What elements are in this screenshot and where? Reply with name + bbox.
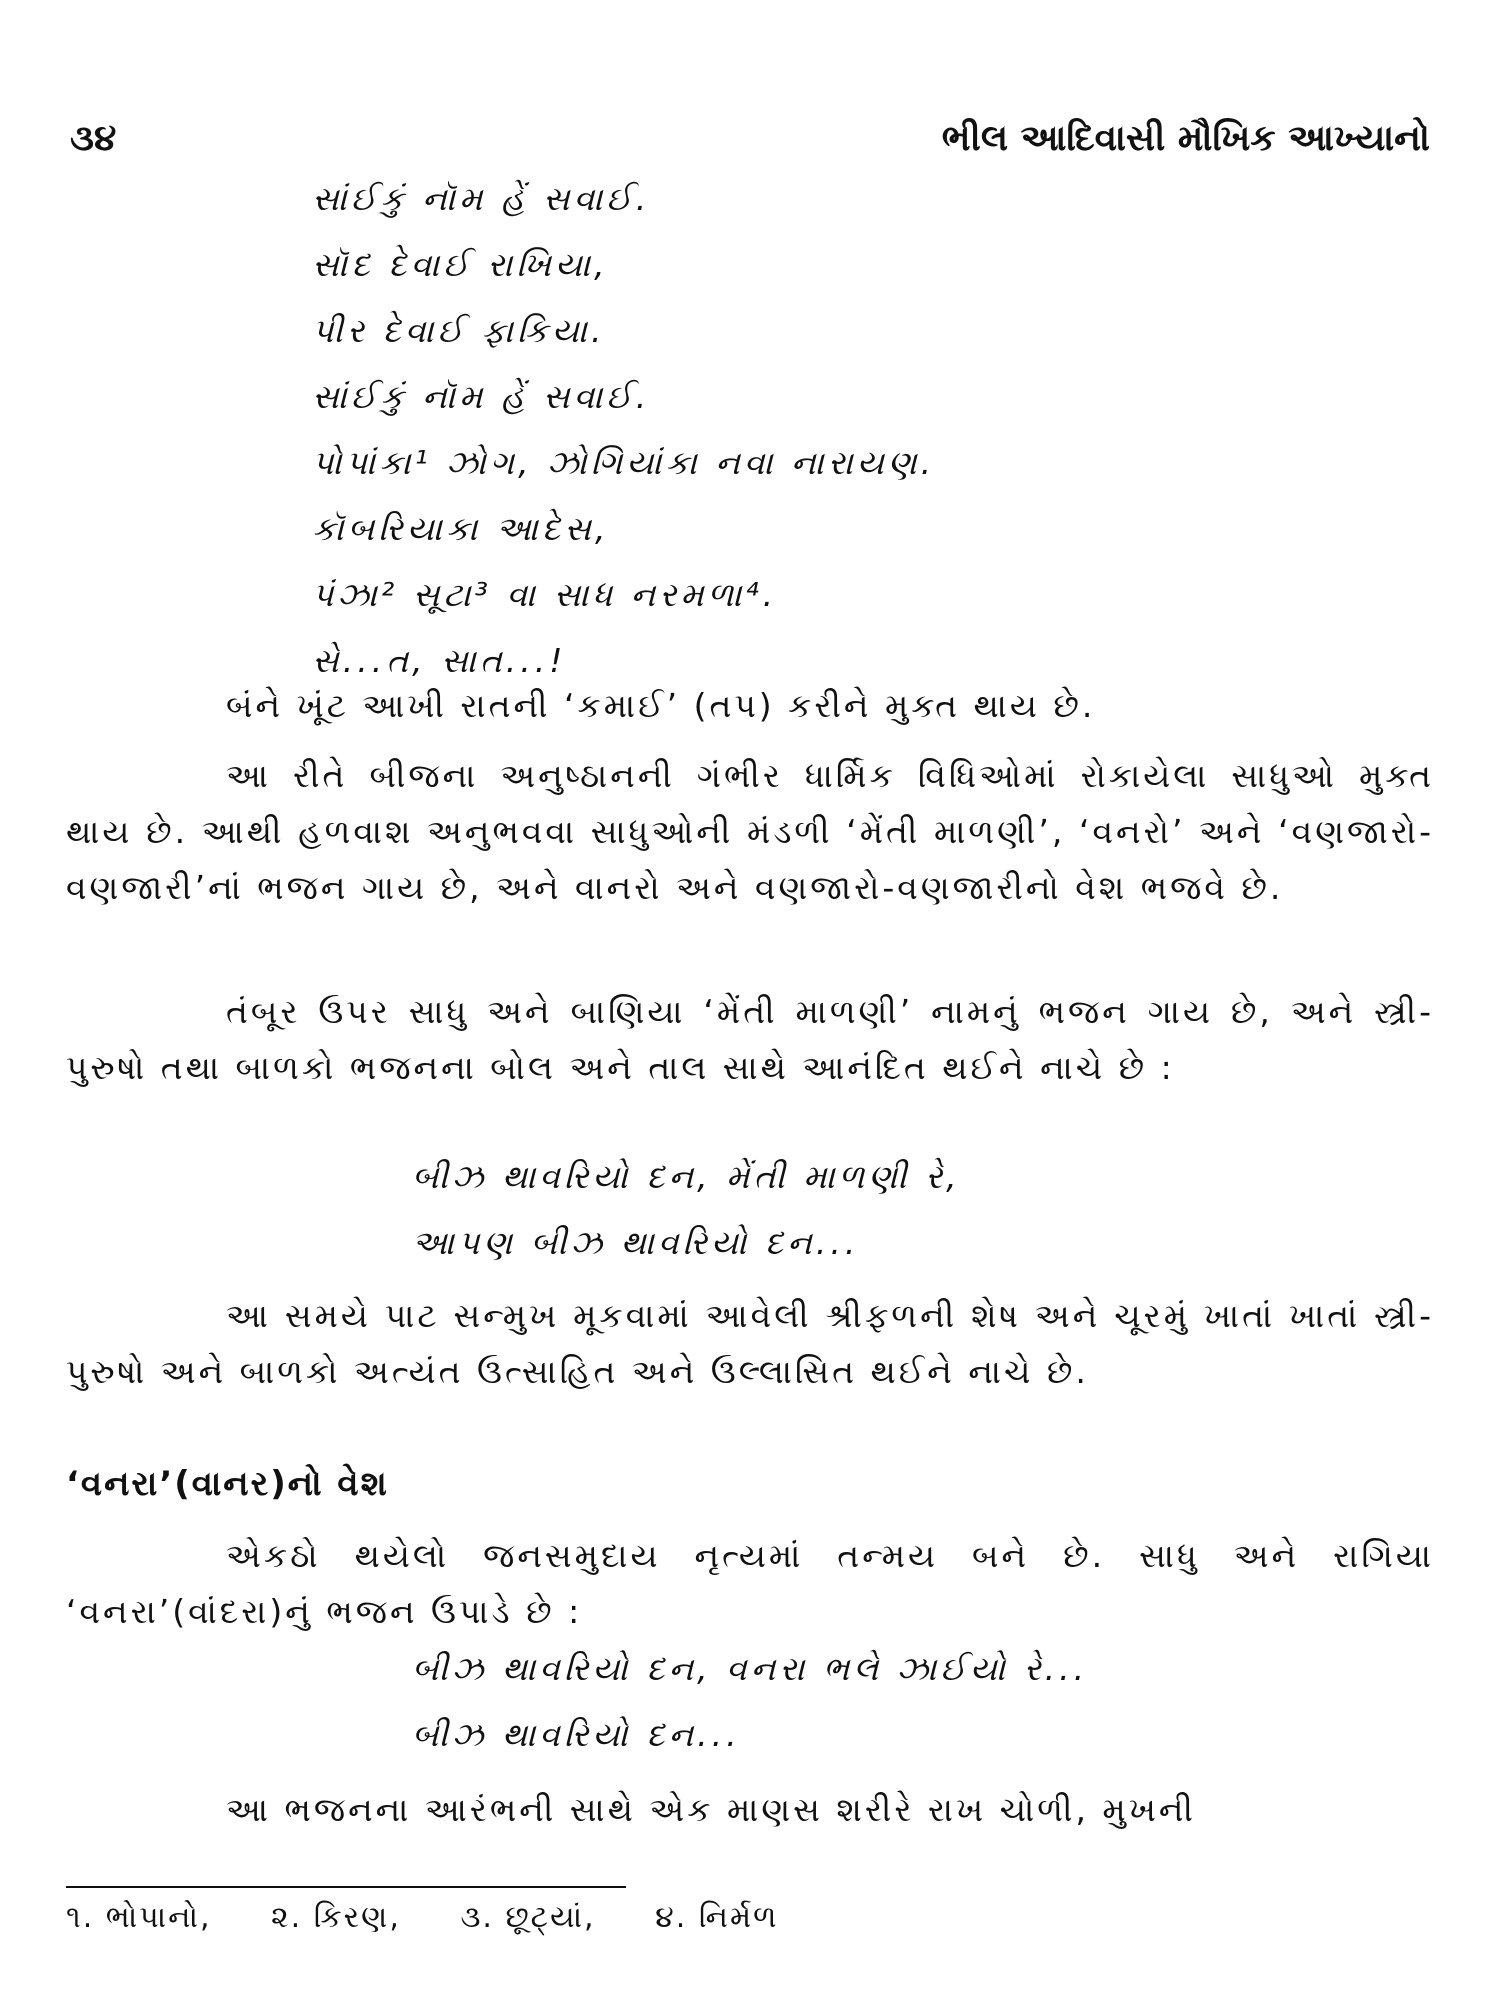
page-header [70,118,1430,160]
verse-line: સાંઈકું નૉમ હેં સવાઈ. [312,179,651,218]
verse-line: પંઝા² સૂટા³ વા સાધ નરમળા⁴. [312,575,778,614]
verse-line: પીર દેવાઈ ફાકિયા. [312,311,606,350]
footnotes [66,1900,827,1935]
running-title: ભીલ આદિવાસી મૌખિક આખ્યાનો [941,118,1430,159]
footnote: ૨. કિરણ, [271,1900,401,1935]
verse-block-1 [66,166,1434,694]
paragraph [66,1288,1434,1400]
paragraph [66,1528,1434,1640]
paragraph [66,678,1434,734]
paragraph-text: બંને ખૂંટ આખી રાતની ‘કમાઈ’ (તપ) કરીને મુક્ત થાય છે. [226,686,1096,725]
paragraph-text: એકઠો થયેલો જનસમુદાય નૃત્યમાં તન્મય બને છે. સાધુ અને રાગિયા ‘વનરા’(વાંદરા)નું ભજન ઉપાડે છે : [66,1536,1434,1631]
paragraph-text: આ સમયે પાટ સન્મુખ મૂકવામાં આવેલી શ્રીફળની શેષ અને ચૂરમું ખાતાં ખાતાં સ્ત્રી-પુરુષો અને બાળકો અત્યંત ઉત્સાહિત અને ઉલ્લાસિત થઈને નાચે છે. [66,1296,1434,1391]
verse-line: આપણ બીઝ થાવરિયો દન... [412,1223,860,1262]
verse-block-2 [66,1144,1434,1276]
verse-line: સે...ત, સાત...! [312,641,567,680]
paragraph [66,1782,1434,1838]
footnote: ૩. છૂટ્યાં, [460,1900,596,1935]
page-number: ૩૪ [70,118,117,159]
section-heading: ‘વનરા’(વાનર)નો વેશ [66,1464,389,1504]
verse-line: બીઝ થાવરિયો દન, મેંતી માળણી રે, [412,1157,961,1196]
footnote: ૧. ભોપાનો, [66,1900,212,1935]
verse-block-3 [66,1636,1434,1768]
paragraph [66,984,1434,1096]
paragraph-text: તંબૂર ઉપર સાધુ અને બાણિયા ‘મેંતી માળણી’ નામનું ભજન ગાય છે, અને સ્ત્રી-પુરુષો તથા બાળકો ભજનના બોલ અને તાલ સાથે આનંદિત થઈને નાચે છે : [66,992,1434,1087]
footnote-divider [66,1886,626,1888]
verse-line: સૉદ દેવાઈ રાખિયા, [312,245,609,284]
verse-line: બીઝ થાવરિયો દન, વનરા ભલે ઝાઈયો રે... [412,1649,1089,1688]
verse-line: બીઝ થાવરિયો દન... [412,1715,741,1754]
paragraph-text: આ રીતે બીજના અનુષ્ઠાનની ગંભીર ધાર્મિક વિધિઓમાં રોકાયેલા સાધુઓ મુક્ત થાય છે. આથી હળવાશ અનુભવવા સાધુઓની મંડળી ‘મેંતી માળણી’, ‘વનરો’ અને ‘વણજારો-વણજારી’નાં ભજન ગાય છે, અને વાનરો અને વણજારો-વણજારીનો વેશ ભજવે છે. [66,756,1434,907]
verse-line: સાંઈકું નૉમ હેં સવાઈ. [312,377,651,416]
verse-line: પોપાંકા¹ ઝોગ, ઝોગિયાંકા નવા નારાયણ. [312,443,936,482]
paragraph [66,748,1434,916]
section-heading-block [66,1464,1434,1504]
footnote: ૪. નિર્મળ [655,1900,779,1935]
verse-line: કૉબરિયાકા આદેસ, [312,509,610,548]
paragraph-text: આ ભજનના આરંભની સાથે એક માણસ શરીરે રાખ ચોળી, મુખની [226,1790,1196,1829]
